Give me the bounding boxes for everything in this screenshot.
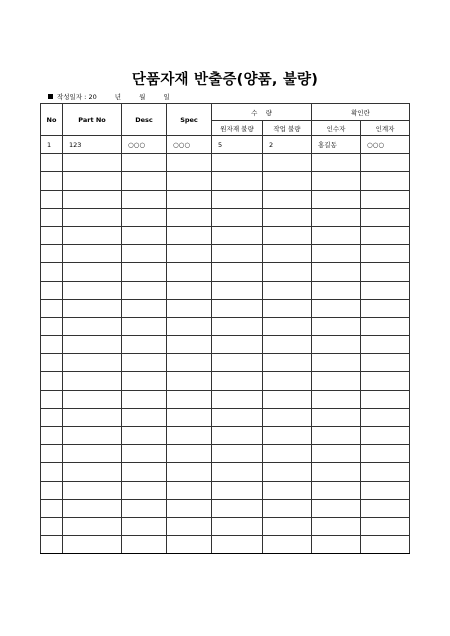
cell-spec[interactable] <box>167 427 212 445</box>
cell-part-no[interactable] <box>63 226 122 244</box>
cell-work-defect[interactable] <box>263 408 312 426</box>
cell-part-no[interactable] <box>63 390 122 408</box>
cell-desc[interactable] <box>122 226 167 244</box>
cell-part-no[interactable] <box>63 245 122 263</box>
cell-work-defect[interactable] <box>263 481 312 499</box>
cell-work-defect[interactable] <box>263 245 312 263</box>
cell-handover[interactable] <box>361 245 410 263</box>
year-unit: 년 <box>114 93 122 101</box>
header-spec: Spec <box>167 104 212 136</box>
cell-work-defect[interactable] <box>263 226 312 244</box>
cell-receiver[interactable] <box>312 517 361 535</box>
cell-part-no[interactable] <box>63 354 122 372</box>
cell-raw-defect[interactable] <box>212 172 263 190</box>
cell-spec[interactable] <box>167 263 212 281</box>
cell-no[interactable] <box>41 499 63 517</box>
table-row-blank <box>41 190 410 208</box>
cell-receiver[interactable] <box>312 408 361 426</box>
cell-no[interactable] <box>41 390 63 408</box>
cell-handover[interactable] <box>361 536 410 554</box>
cell-no[interactable] <box>41 226 63 244</box>
cell-raw-defect[interactable] <box>212 463 263 481</box>
cell-desc[interactable] <box>122 172 167 190</box>
cell-part-no[interactable] <box>63 481 122 499</box>
table-row-blank <box>41 408 410 426</box>
cell-work-defect[interactable] <box>263 208 312 226</box>
cell-work-defect[interactable] <box>263 354 312 372</box>
cell-spec[interactable]: ○○○ <box>167 136 212 154</box>
cell-work-defect[interactable] <box>263 427 312 445</box>
cell-raw-defect[interactable] <box>212 517 263 535</box>
cell-spec[interactable] <box>167 536 212 554</box>
cell-work-defect[interactable] <box>263 517 312 535</box>
table-row-blank <box>41 427 410 445</box>
cell-handover[interactable] <box>361 190 410 208</box>
cell-no[interactable] <box>41 536 63 554</box>
cell-work-defect[interactable] <box>263 390 312 408</box>
cell-desc[interactable] <box>122 263 167 281</box>
table-row-blank <box>41 372 410 390</box>
table-row-blank <box>41 517 410 535</box>
cell-no[interactable] <box>41 172 63 190</box>
header-raw-defect: 원자재 불량 <box>212 121 263 136</box>
cell-no[interactable] <box>41 299 63 317</box>
cell-work-defect[interactable] <box>263 445 312 463</box>
cell-spec[interactable] <box>167 281 212 299</box>
cell-receiver[interactable] <box>312 481 361 499</box>
cell-part-no[interactable] <box>63 317 122 335</box>
cell-spec[interactable] <box>167 390 212 408</box>
cell-receiver[interactable] <box>312 427 361 445</box>
cell-work-defect[interactable] <box>263 463 312 481</box>
cell-receiver[interactable] <box>312 336 361 354</box>
cell-desc[interactable] <box>122 427 167 445</box>
cell-no[interactable] <box>41 372 63 390</box>
date-line <box>48 92 170 101</box>
cell-spec[interactable] <box>167 463 212 481</box>
cell-no[interactable] <box>41 154 63 172</box>
cell-work-defect[interactable] <box>263 154 312 172</box>
cell-no[interactable] <box>41 190 63 208</box>
cell-spec[interactable] <box>167 226 212 244</box>
cell-desc[interactable] <box>122 463 167 481</box>
cell-receiver[interactable] <box>312 354 361 372</box>
cell-handover[interactable] <box>361 445 410 463</box>
cell-part-no[interactable] <box>63 372 122 390</box>
cell-raw-defect[interactable] <box>212 281 263 299</box>
cell-no[interactable] <box>41 445 63 463</box>
table-row-blank <box>41 154 410 172</box>
cell-no[interactable] <box>41 208 63 226</box>
cell-desc[interactable] <box>122 281 167 299</box>
cell-desc[interactable] <box>122 208 167 226</box>
cell-raw-defect[interactable] <box>212 154 263 172</box>
cell-no[interactable] <box>41 281 63 299</box>
cell-spec[interactable] <box>167 481 212 499</box>
table-row-blank <box>41 445 410 463</box>
cell-raw-defect[interactable] <box>212 190 263 208</box>
cell-receiver[interactable] <box>312 281 361 299</box>
cell-raw-defect[interactable] <box>212 499 263 517</box>
cell-handover[interactable] <box>361 463 410 481</box>
cell-no[interactable] <box>41 408 63 426</box>
cell-desc[interactable] <box>122 154 167 172</box>
cell-work-defect[interactable]: 2 <box>263 136 312 154</box>
header-work-defect: 작업 불량 <box>263 121 312 136</box>
cell-spec[interactable] <box>167 172 212 190</box>
cell-raw-defect[interactable] <box>212 336 263 354</box>
cell-no[interactable] <box>41 317 63 335</box>
cell-receiver[interactable] <box>312 536 361 554</box>
cell-part-no[interactable] <box>63 299 122 317</box>
bullet-square-icon <box>48 94 53 99</box>
cell-handover[interactable] <box>361 226 410 244</box>
header-row-top <box>41 104 410 121</box>
header-receiver: 인수자 <box>312 121 361 136</box>
cell-work-defect[interactable] <box>263 281 312 299</box>
cell-no[interactable] <box>41 263 63 281</box>
cell-desc[interactable] <box>122 445 167 463</box>
cell-receiver[interactable] <box>312 154 361 172</box>
cell-work-defect[interactable] <box>263 263 312 281</box>
cell-raw-defect[interactable] <box>212 226 263 244</box>
table-row-blank <box>41 172 410 190</box>
cell-handover[interactable] <box>361 263 410 281</box>
cell-raw-defect[interactable] <box>212 317 263 335</box>
cell-spec[interactable] <box>167 336 212 354</box>
cell-part-no[interactable] <box>63 408 122 426</box>
cell-receiver[interactable] <box>312 208 361 226</box>
table-row-blank <box>41 208 410 226</box>
cell-handover[interactable] <box>361 317 410 335</box>
cell-raw-defect[interactable] <box>212 372 263 390</box>
cell-spec[interactable] <box>167 372 212 390</box>
cell-part-no[interactable] <box>63 445 122 463</box>
cell-no[interactable] <box>41 481 63 499</box>
cell-desc[interactable] <box>122 372 167 390</box>
cell-part-no[interactable]: 123 <box>63 136 122 154</box>
cell-work-defect[interactable] <box>263 299 312 317</box>
page-title: 단품자재 반출증(양품, 불량) <box>131 72 319 88</box>
cell-desc[interactable] <box>122 190 167 208</box>
cell-handover[interactable] <box>361 299 410 317</box>
cell-raw-defect[interactable] <box>212 245 263 263</box>
table-row-blank <box>41 390 410 408</box>
cell-desc[interactable] <box>122 536 167 554</box>
cell-part-no[interactable] <box>63 281 122 299</box>
table-row-blank <box>41 536 410 554</box>
cell-work-defect[interactable] <box>263 336 312 354</box>
cell-receiver[interactable] <box>312 226 361 244</box>
header-part-no: Part No <box>63 104 122 136</box>
table-row-blank <box>41 281 410 299</box>
cell-work-defect[interactable] <box>263 372 312 390</box>
cell-desc[interactable] <box>122 245 167 263</box>
cell-handover[interactable] <box>361 354 410 372</box>
cell-receiver[interactable] <box>312 372 361 390</box>
cell-spec[interactable] <box>167 354 212 372</box>
cell-raw-defect[interactable] <box>212 481 263 499</box>
cell-no[interactable] <box>41 463 63 481</box>
cell-work-defect[interactable] <box>263 172 312 190</box>
cell-spec[interactable] <box>167 499 212 517</box>
cell-spec[interactable] <box>167 317 212 335</box>
cell-receiver[interactable] <box>312 172 361 190</box>
cell-handover[interactable]: ○○○ <box>361 136 410 154</box>
cell-no[interactable]: 1 <box>41 136 63 154</box>
cell-desc[interactable] <box>122 354 167 372</box>
cell-raw-defect[interactable] <box>212 427 263 445</box>
cell-part-no[interactable] <box>63 427 122 445</box>
table-row <box>41 136 410 154</box>
cell-work-defect[interactable] <box>263 190 312 208</box>
header-quantity-group: 수 량 <box>212 104 312 121</box>
cell-work-defect[interactable] <box>263 317 312 335</box>
table-row-blank <box>41 354 410 372</box>
cell-spec[interactable] <box>167 190 212 208</box>
table-row-blank <box>41 317 410 335</box>
cell-desc[interactable]: ○○○ <box>122 136 167 154</box>
cell-part-no[interactable] <box>63 190 122 208</box>
table-row-blank <box>41 226 410 244</box>
cell-receiver[interactable] <box>312 299 361 317</box>
cell-receiver[interactable] <box>312 317 361 335</box>
cell-part-no[interactable] <box>63 154 122 172</box>
cell-desc[interactable] <box>122 499 167 517</box>
cell-spec[interactable] <box>167 299 212 317</box>
cell-desc[interactable] <box>122 317 167 335</box>
cell-raw-defect[interactable] <box>212 408 263 426</box>
cell-receiver[interactable] <box>312 390 361 408</box>
cell-handover[interactable] <box>361 172 410 190</box>
cell-receiver[interactable] <box>312 263 361 281</box>
table-row-blank <box>41 245 410 263</box>
cell-handover[interactable] <box>361 372 410 390</box>
cell-handover[interactable] <box>361 390 410 408</box>
cell-receiver[interactable] <box>312 190 361 208</box>
cell-desc[interactable] <box>122 517 167 535</box>
cell-part-no[interactable] <box>63 208 122 226</box>
day-unit: 일 <box>163 93 170 101</box>
header-desc: Desc <box>122 104 167 136</box>
cell-receiver[interactable] <box>312 499 361 517</box>
cell-handover[interactable] <box>361 481 410 499</box>
cell-part-no[interactable] <box>63 263 122 281</box>
cell-part-no[interactable] <box>63 517 122 535</box>
cell-handover[interactable] <box>361 408 410 426</box>
cell-raw-defect[interactable] <box>212 536 263 554</box>
release-form-table <box>40 103 410 554</box>
cell-no[interactable] <box>41 336 63 354</box>
cell-desc[interactable] <box>122 299 167 317</box>
cell-desc[interactable] <box>122 481 167 499</box>
table-row-blank <box>41 299 410 317</box>
table-row-blank <box>41 499 410 517</box>
header-confirm-group: 확인란 <box>312 104 410 121</box>
cell-raw-defect[interactable] <box>212 263 263 281</box>
header-no: No <box>41 104 63 136</box>
cell-spec[interactable] <box>167 408 212 426</box>
table-row-blank <box>41 263 410 281</box>
cell-part-no[interactable] <box>63 463 122 481</box>
cell-receiver[interactable] <box>312 245 361 263</box>
cell-spec[interactable] <box>167 245 212 263</box>
date-label: 작성일자 : 20 <box>57 93 97 101</box>
cell-spec[interactable] <box>167 445 212 463</box>
month-unit: 월 <box>139 93 146 101</box>
cell-desc[interactable] <box>122 336 167 354</box>
cell-part-no[interactable] <box>63 499 122 517</box>
table-row-blank <box>41 481 410 499</box>
cell-handover[interactable] <box>361 499 410 517</box>
cell-handover[interactable] <box>361 336 410 354</box>
cell-desc[interactable] <box>122 408 167 426</box>
cell-receiver[interactable]: 홍길동 <box>312 136 361 154</box>
cell-spec[interactable] <box>167 208 212 226</box>
cell-raw-defect[interactable] <box>212 445 263 463</box>
table-row-blank <box>41 336 410 354</box>
cell-spec[interactable] <box>167 517 212 535</box>
cell-raw-defect[interactable] <box>212 354 263 372</box>
cell-receiver[interactable] <box>312 463 361 481</box>
cell-receiver[interactable] <box>312 445 361 463</box>
cell-handover[interactable] <box>361 427 410 445</box>
cell-work-defect[interactable] <box>263 499 312 517</box>
cell-raw-defect[interactable] <box>212 390 263 408</box>
cell-handover[interactable] <box>361 208 410 226</box>
cell-no[interactable] <box>41 427 63 445</box>
cell-no[interactable] <box>41 245 63 263</box>
cell-handover[interactable] <box>361 154 410 172</box>
cell-handover[interactable] <box>361 517 410 535</box>
cell-part-no[interactable] <box>63 336 122 354</box>
cell-work-defect[interactable] <box>263 536 312 554</box>
cell-raw-defect[interactable]: 5 <box>212 136 263 154</box>
cell-no[interactable] <box>41 517 63 535</box>
cell-desc[interactable] <box>122 390 167 408</box>
header-handover: 인계자 <box>361 121 410 136</box>
cell-spec[interactable] <box>167 154 212 172</box>
cell-raw-defect[interactable] <box>212 208 263 226</box>
cell-part-no[interactable] <box>63 172 122 190</box>
cell-part-no[interactable] <box>63 536 122 554</box>
cell-handover[interactable] <box>361 281 410 299</box>
cell-raw-defect[interactable] <box>212 299 263 317</box>
cell-no[interactable] <box>41 354 63 372</box>
table-row-blank <box>41 463 410 481</box>
